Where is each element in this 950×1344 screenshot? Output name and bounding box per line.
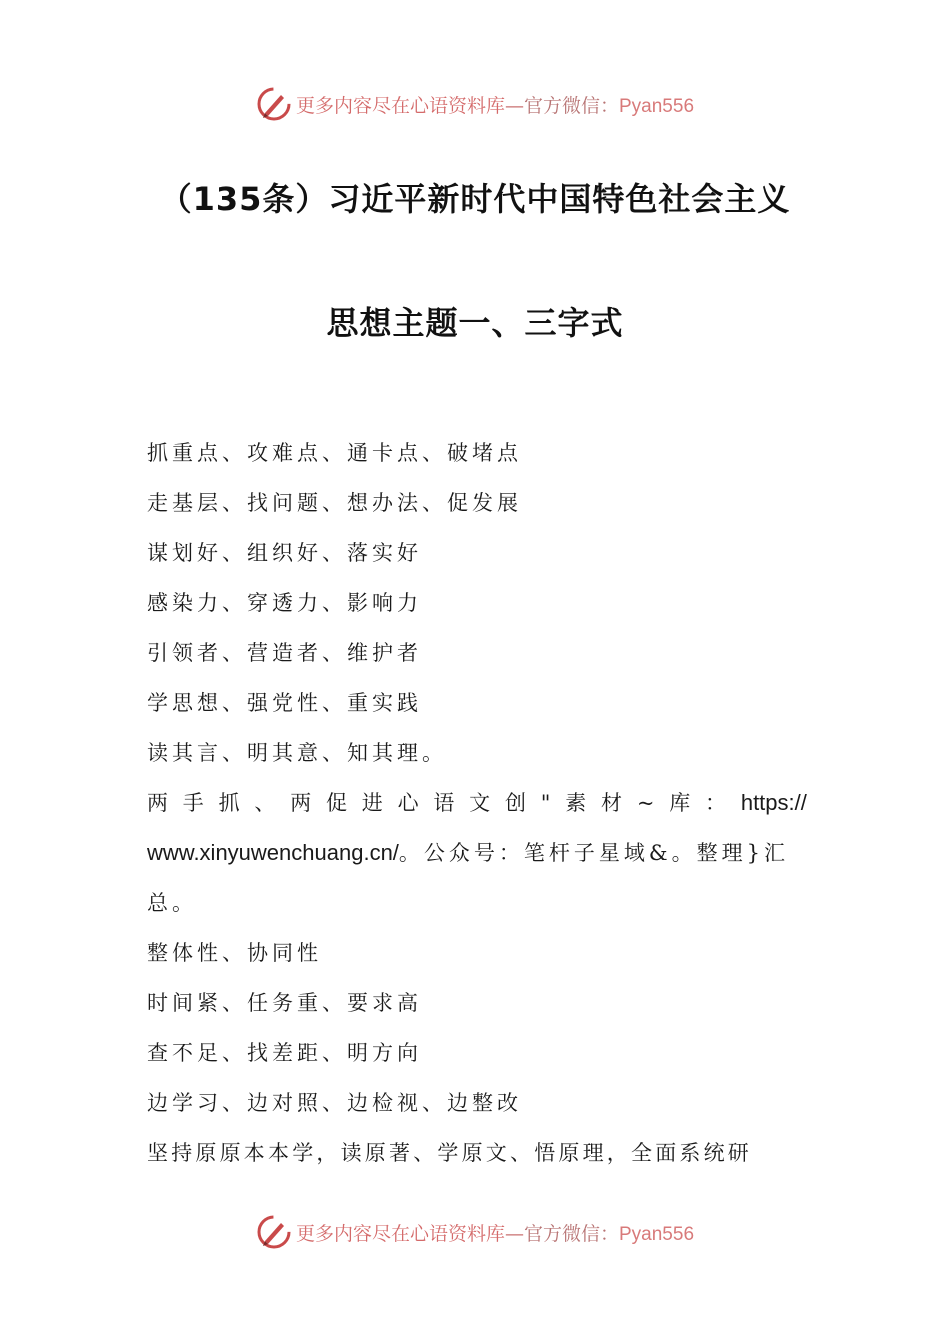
justified-char: 抓 [218,791,240,815]
header-banner-wechat-label: 官方微信： [523,94,619,117]
body-line: 时间紧、任务重、要求高 [147,991,422,1015]
header-banner-text [296,91,694,118]
footer-banner-wechat-label: 官方微信： [523,1222,619,1245]
pen-logo-icon [256,86,292,122]
footer-banner-content [256,1214,694,1250]
pen-logo-icon [256,1214,292,1250]
justified-char: ~ [636,791,655,815]
document-title-line-2: 思想主题一、三字式 [326,304,624,342]
justified-char: 语 [433,791,455,815]
justified-char: 、 [254,791,276,815]
footer-banner [0,1212,950,1252]
justified-char: 促 [325,791,347,815]
header-banner [0,84,950,124]
body-line: 学思想、强党性、重实践 [147,691,422,715]
justified-url-start: https:// [740,790,807,815]
body-line: 引领者、营造者、维护者 [147,641,422,665]
body-line: 边学习、边对照、边检视、边整改 [147,1091,522,1115]
body-line: 读其言、明其意、知其理。 [147,741,447,765]
url-line-rest: 。公众号：笔杆子星域&。整理}汇 [398,841,789,865]
header-banner-dash: — [504,94,524,117]
justified-char: 两 [147,791,168,815]
body-line: 查不足、找差距、明方向 [147,1041,422,1065]
body-line-justified [147,778,807,828]
body-line: 坚持原原本本学，读原著、学原文、悟原理，全面系统研 [147,1141,752,1165]
justified-char: ： [705,791,727,815]
footer-banner-wechat-id: Pyan556 [619,1223,695,1245]
justified-char: 进 [361,791,383,815]
header-banner-slogan: 更多内容尽在心语资料库 [295,94,505,117]
body-line-url [147,828,807,878]
justified-char: 素 [565,791,587,815]
body-line: 总。 [147,891,197,915]
body-line: 整体性、协同性 [147,941,322,965]
footer-banner-text [296,1219,694,1246]
footer-banner-dash: — [504,1222,524,1245]
justified-char: 心 [397,791,419,815]
url-text: www.xinyuwenchuang.cn/ [147,840,399,865]
body-line: 走基层、找问题、想办法、促发展 [147,491,522,515]
justified-char: 库 [669,791,691,815]
body-line: 抓重点、攻难点、通卡点、破堵点 [147,441,522,465]
justified-char: 两 [290,791,312,815]
header-banner-content [256,86,694,122]
body-line: 谋划好、组织好、落实好 [147,541,422,565]
justified-char: " [540,791,551,815]
document-title-line-1: （135条）习近平新时代中国特色社会主义 [159,180,791,218]
justified-char: 文 [469,791,491,815]
header-banner-wechat-id: Pyan556 [619,95,695,117]
footer-banner-slogan: 更多内容尽在心语资料库 [295,1222,505,1245]
justified-char: 材 [601,791,623,815]
body-line: 感染力、穿透力、影响力 [147,591,422,615]
justified-char: 创 [504,791,526,815]
document-body [147,428,807,1178]
justified-char: 手 [182,791,204,815]
